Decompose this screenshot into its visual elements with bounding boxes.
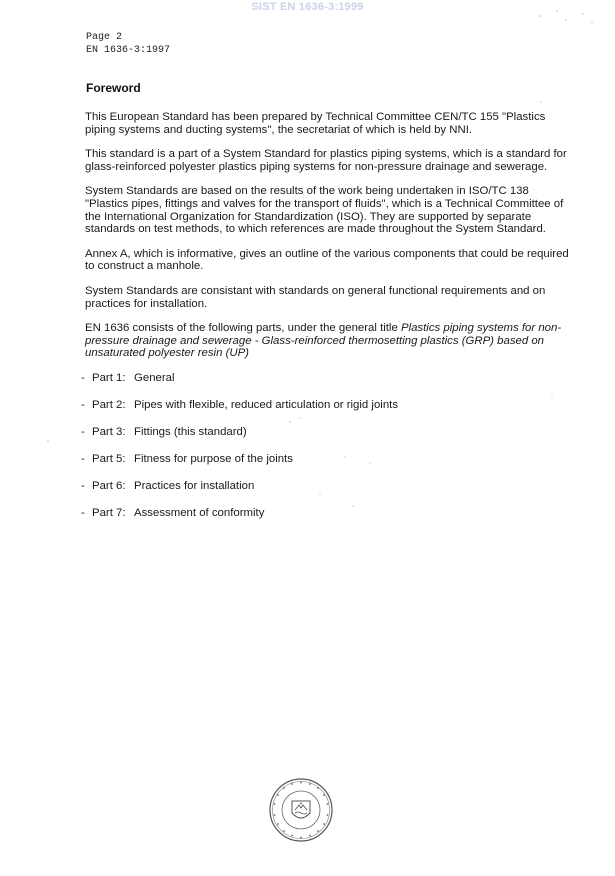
part-number: Part 7: — [92, 506, 126, 519]
parts-intro-lead: EN 1636 consists of the following parts, under the general title — [85, 322, 401, 335]
list-dash: - — [81, 452, 85, 465]
part-number: Part 1: — [92, 371, 126, 384]
part-title: Practices for installation — [134, 479, 255, 492]
paragraph: System Standards are based on the results of the work being undertaken in ISO/TC 138 "Plastics pipes, fittings and valves for the transport of fluids", which is a Technical Committee of the International Organization for Standardization (ISO). They are supported by separate standards on test methods, to which references are made throughout the System Standard. — [85, 185, 564, 236]
list-dash: - — [81, 371, 85, 384]
watermark-doc-id: SIST EN 1636-3:1999 — [251, 1, 364, 13]
list-dash: - — [81, 425, 85, 438]
paragraph: Annex A, which is informative, gives an outline of the various components that could be required to construct a manhole. — [85, 247, 569, 273]
part-number: Part 6: — [92, 479, 126, 492]
section-heading: Foreword — [86, 81, 141, 95]
paragraph: This standard is a part of a System Standard for plastics piping systems, which is a standard for glass-reinforced polyester plastics piping systems for non-pressure drainage and sewerage. — [85, 148, 567, 173]
part-title: General — [134, 371, 175, 384]
paragraph: System Standards are consistant with standards on general functional requirements and on practices for installation. — [85, 284, 546, 310]
paragraph: This European Standard has been prepared by Technical Committee CEN/TC 155 "Plastics piping systems and ducting systems", the secretariat of which is held by NNI. — [85, 111, 546, 136]
list-dash: - — [81, 398, 85, 411]
official-seal-stamp — [268, 777, 334, 843]
part-title: Fitness for purpose of the joints — [134, 452, 293, 465]
part-title: Pipes with flexible, reduced articulation or rigid joints — [134, 398, 399, 411]
page-number: Page 2 — [86, 32, 123, 43]
list-dash: - — [81, 506, 85, 519]
part-title: Fittings (this standard) — [134, 425, 247, 438]
part-number: Part 2: — [92, 398, 126, 411]
list-dash: - — [81, 479, 85, 492]
part-title: Assessment of conformity — [134, 506, 265, 519]
parts-intro-title: Plastics piping systems for non-pressure drainage and sewerage - Glass-reinforced thermosetting plastics (GRP) based on unsaturated polyester resin (UP) — [85, 322, 562, 360]
part-number: Part 3: — [92, 425, 126, 438]
document-id: EN 1636-3:1997 — [86, 45, 171, 56]
part-number: Part 5: — [92, 452, 126, 465]
